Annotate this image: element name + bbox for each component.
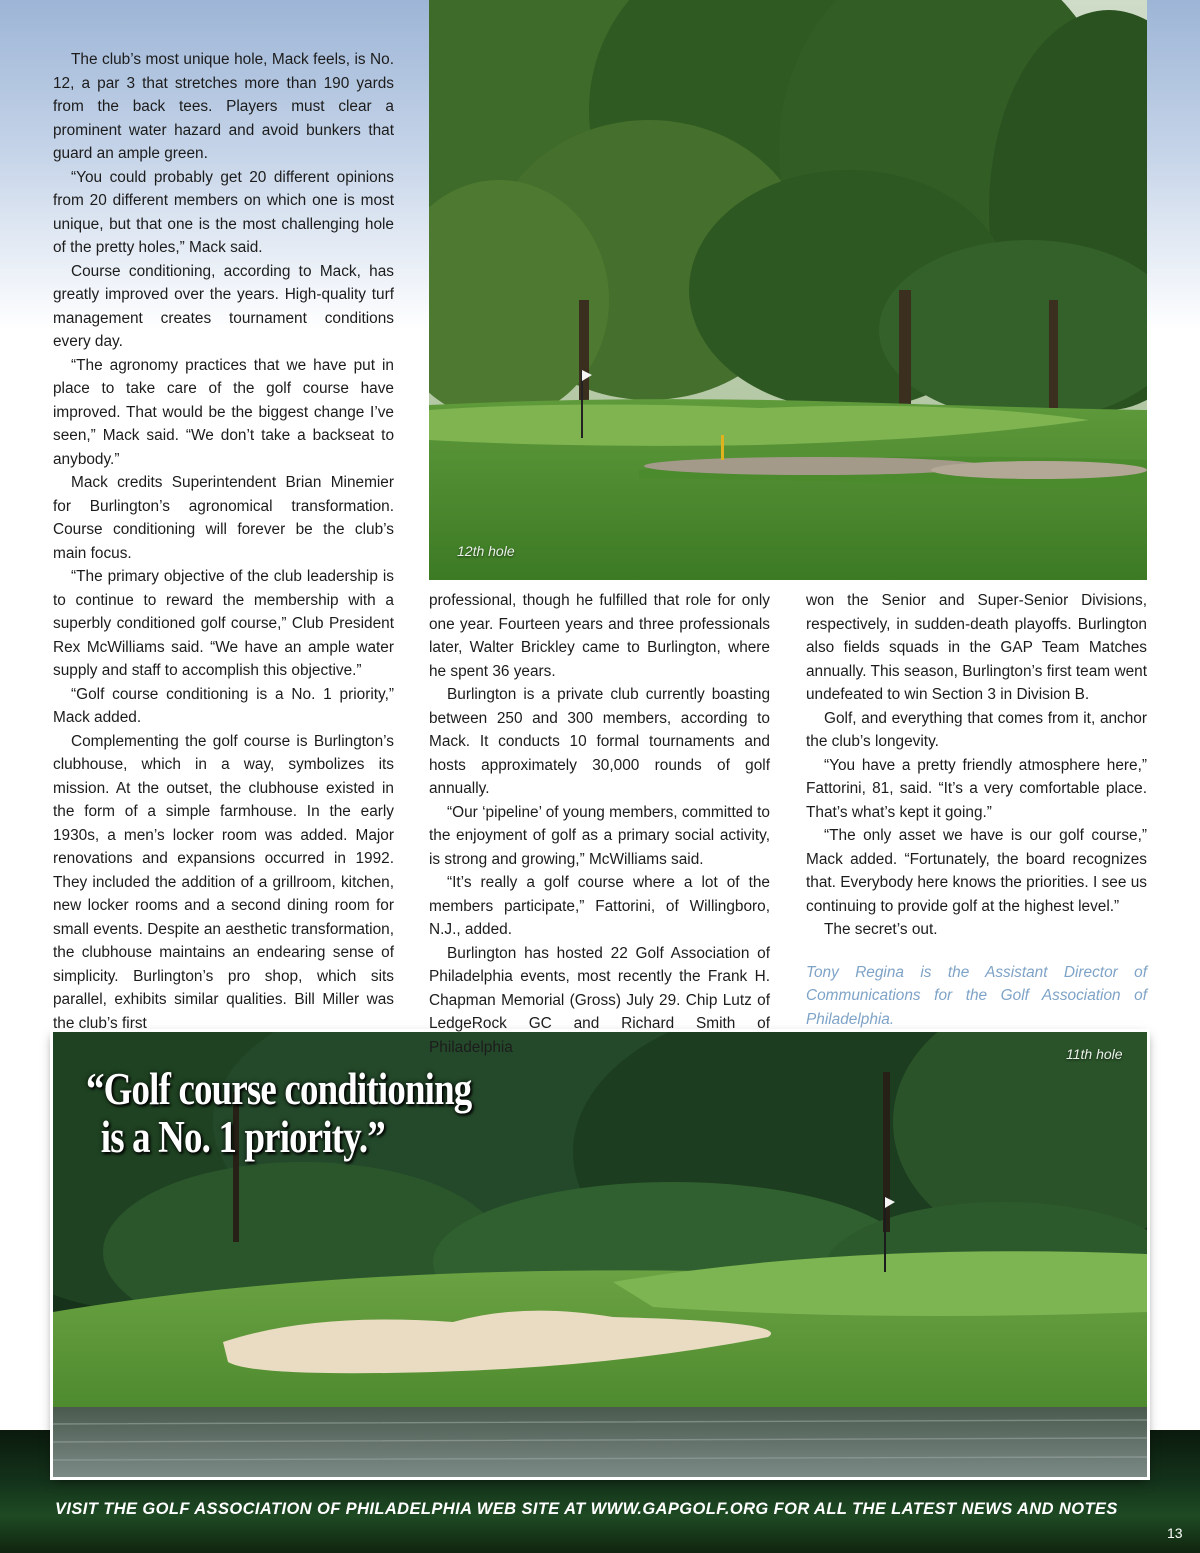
author-byline: Tony Regina is the Assistant Director of Communications for the Golf Association of Philadelphia. bbox=[806, 963, 1147, 1028]
paragraph: Course conditioning, according to Mack, has greatly improved over the years. High-quality turf management creates tournament conditions every day. bbox=[53, 262, 394, 350]
pull-quote-line-2: is a No. 1 priority.” bbox=[100, 1112, 385, 1162]
paragraph: Mack credits Superintendent Brian Minemier for Burlington’s agronomical transformation. Course conditioning will forever be the club’s main focus. bbox=[53, 474, 394, 562]
article-column-3 bbox=[806, 589, 1147, 1031]
paragraph: “It’s really a golf course where a lot of the members participate,” Fattorini, of Willingboro, N.J., added. bbox=[429, 874, 770, 938]
pull-quote bbox=[86, 1064, 472, 1162]
paragraph: “You have a pretty friendly atmosphere here,” Fattorini, 81, said. “It’s a very comfortable place. That’s what’s kept it going.” bbox=[806, 756, 1147, 821]
photo-caption-12th-hole: 12th hole bbox=[457, 543, 515, 559]
paragraph: “The primary objective of the club leadership is to continue to reward the membership with a superbly conditioned golf course,” Club President Rex McWilliams said. “We have an ample water supply and staff to accomplish this objective.” bbox=[53, 568, 394, 679]
paragraph: “Our ‘pipeline’ of young members, committed to the enjoyment of golf as a primary social activity, is strong and growing,” McWilliams said. bbox=[429, 803, 770, 868]
paragraph: “Golf course conditioning is a No. 1 priority,” Mack added. bbox=[53, 685, 394, 726]
paragraph: The club’s most unique hole, Mack feels, is No. 12, a par 3 that stretches more than 190 yards from the back tees. Players must clear a prominent water hazard and avoid bunkers that guard an ample green. bbox=[53, 51, 394, 162]
paragraph: Complementing the golf course is Burlington’s clubhouse, which in a way, symbolizes its mission. At the outset, the clubhouse existed in the form of a simple farmhouse. In the early 1930s, a men’s locker room was added. Major renovations and expansions occurred in 1992. They included the addition of a grillroom, kitchen, new locker rooms and a second dining room for small events. Despite an aesthetic transformation, the clubhouse maintains an endearing sense of simplicity. Burlington’s pro shop, which sits parallel, exhibits similar qualities. Bill Miller was the club’s first bbox=[53, 732, 394, 1032]
paragraph: The secret’s out. bbox=[824, 921, 938, 938]
paragraph: “You could probably get 20 different opinions from 20 different members on which one is most unique, but that one is the most challenging hole of the pretty holes,” Mack said. bbox=[53, 168, 394, 256]
photo-12th-hole-illustration bbox=[429, 0, 1147, 580]
article-column-1 bbox=[53, 48, 394, 1035]
paragraph: “The only asset we have is our golf course,” Mack added. “Fortunately, the board recognizes that. Everybody here knows the priorities. I see us continuing to provide golf at the highest level.” bbox=[806, 827, 1147, 915]
paragraph: won the Senior and Super-Senior Divisions, respectively, in sudden-death playoffs. Burlington also fields squads in the GAP Team Matches annually. This season, Burlington’s first team went undefeated to win Section 3 in Division B. bbox=[806, 592, 1147, 703]
paragraph: Burlington is a private club currently boasting between 250 and 300 members, according to Mack. It conducts 10 formal tournaments and hosts approximately 30,000 rounds of golf annually. bbox=[429, 686, 770, 797]
paragraph: Burlington has hosted 22 Golf Association of Philadelphia events, most recently the Frank H. Chapman Memorial (Gross) July 29. Chip Lutz of LedgeRock GC and Richard Smith of Philadelphia bbox=[429, 944, 770, 1056]
article-column-2 bbox=[429, 589, 770, 1059]
footer-banner: VISIT THE GOLF ASSOCIATION OF PHILADELPHIA WEB SITE AT WWW.GAPGOLF.ORG FOR ALL THE LATEST NEWS AND NOTES bbox=[55, 1500, 1118, 1518]
paragraph: “The agronomy practices that we have put in place to take care of the golf course have improved. That would be the biggest change I’ve seen,” Mack said. “We don’t take a backseat to anybody.” bbox=[53, 356, 394, 468]
paragraph: professional, though he fulfilled that role for only one year. Fourteen years and three professionals later, Walter Brickley came to Burlington, where he spent 36 years. bbox=[429, 592, 770, 680]
paragraph: Golf, and everything that comes from it, anchor the club’s longevity. bbox=[806, 709, 1147, 750]
pull-quote-line-1: “Golf course conditioning bbox=[86, 1064, 472, 1114]
photo-caption-11th-hole: 11th hole bbox=[1066, 1046, 1123, 1062]
page-number: 13 bbox=[1167, 1525, 1183, 1541]
photo-12th-hole bbox=[429, 0, 1147, 580]
